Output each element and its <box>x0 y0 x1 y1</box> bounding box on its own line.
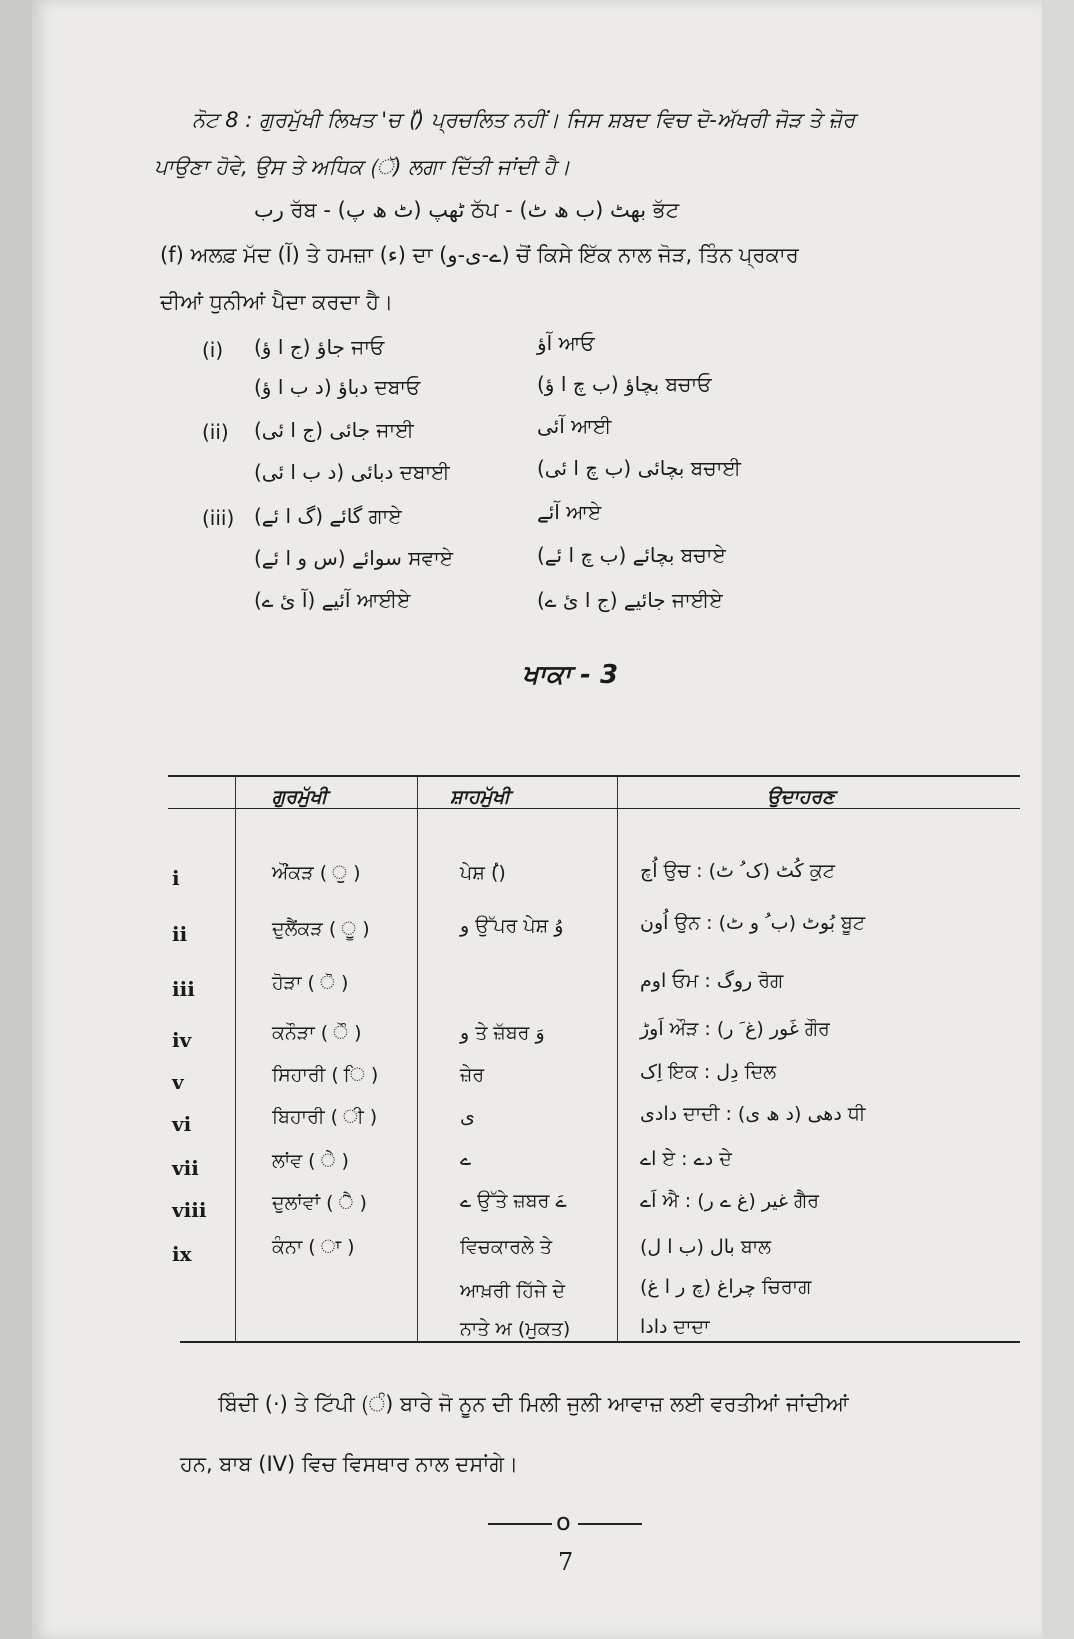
cell-shahmukhi: ے ਉੱਤੇ ਜ਼ਬਰ ےَ <box>460 1190 567 1212</box>
row-numeral: ii <box>172 922 188 946</box>
row-numeral: vi <box>172 1112 192 1136</box>
cell-gurmukhi: ਹੋੜਾ ( ੋ ) <box>272 972 349 994</box>
cell-example: اُچ ਉਚ : کُٹ (ک ُ ٹ) ਕੁਟ <box>640 860 835 882</box>
table-title: ਖਾਕਾ - 3 <box>522 660 619 690</box>
cell-example: دادی ਦਾਦੀ : دھی (د ھ ی) ਧੀ <box>640 1103 866 1125</box>
example-right: آؤ ਆਓ <box>537 331 595 355</box>
footer-rule-right <box>578 1523 642 1525</box>
table-col-divider <box>617 775 618 1341</box>
row-numeral: iv <box>172 1028 192 1052</box>
example-right: بچائے (ب چ ا ئے) ਬਚਾਏ <box>537 543 726 567</box>
cell-gurmukhi: ਕਨੌੜਾ ( ੌ ) <box>272 1022 362 1044</box>
cell-gurmukhi: ਦੁਲਾਂਵਾਂ ( ੈ ) <box>272 1192 367 1214</box>
cell-gurmukhi: ਬਿਹਾਰੀ ( ੀ ) <box>272 1106 378 1128</box>
cell-example: بال (ب ا ل) ਬਾਲ <box>640 1236 771 1258</box>
table-col-divider <box>417 775 418 1341</box>
example-num: (ii) <box>202 420 229 444</box>
cell-shahmukhi: ی <box>460 1106 475 1128</box>
cell-gurmukhi: ਦੁਲੈਂਕੜ ( ੂ ) <box>272 918 370 940</box>
row-numeral: v <box>172 1070 184 1094</box>
cell-example: اوم ਓਮ : روگ ਰੋਗ <box>640 970 784 992</box>
cell-example: اَے ਐ : غیر (غ ے ر) ਗੈਰ <box>640 1190 820 1212</box>
example-right: آئے ਆਏ <box>537 500 602 524</box>
row-numeral: vii <box>172 1156 199 1180</box>
cell-example: اے ਏ : دے ਦੇ <box>640 1148 732 1170</box>
example-num: (i) <box>202 338 224 362</box>
bottom-note-line2: ਹਨ, ਬਾਬ (IV) ਵਿਚ ਵਿਸਥਾਰ ਨਾਲ ਦਸਾਂਗੇ। <box>180 1452 519 1476</box>
table-header-shahmukhi: ਸ਼ਾਹਮੁੱਖੀ <box>450 786 511 808</box>
example-right: آئی ਆਈ <box>537 414 612 438</box>
cell-gurmukhi: ਕੰਨਾ ( ਾ ) <box>272 1236 355 1258</box>
row-numeral: iii <box>172 977 195 1001</box>
cell-shahmukhi: ਵਿਚਕਾਰਲੇ ਤੇ <box>460 1236 553 1258</box>
row-numeral: i <box>172 866 180 890</box>
bottom-note-line1: ਬਿੰਦੀ (·) ਤੇ ਟਿੱਪੀ (ੰ) ਬਾਰੇ ਜੋ ਨੂਨ ਦੀ ਮਿਲੀ ਜੁਲੀ ਆਵਾਜ਼ ਲਈ ਵਰਤੀਆਂ ਜਾਂਦੀਆਂ <box>218 1392 849 1416</box>
table-top-rule <box>168 775 1020 777</box>
example-left: سوائے (س و ا ئے) ਸਵਾਏ <box>254 546 454 570</box>
table-header-gurmukhi: ਗੁਰਮੁੱਖੀ <box>272 786 328 808</box>
book-page <box>32 0 1042 1639</box>
note8-line2: ਪਾਉਣਾ ਹੋਵੇ, ਉਸ ਤੇ ਅਧਿਕ (ੱ) ਲਗਾ ਦਿੱਤੀ ਜਾਂਦੀ ਹੈ। <box>154 155 571 179</box>
example-num: (iii) <box>202 506 235 530</box>
cell-shahmukhi: ਪੇਸ਼ (ُ) <box>460 862 506 884</box>
cell-shahmukhi: و ਉੱਪਰ ਪੇਸ਼ وُ <box>460 915 564 937</box>
example-right: جائیے (ج ا ئ ے) ਜਾਈਏ <box>537 588 723 612</box>
page-number: 7 <box>558 1548 574 1576</box>
cell-shahmukhi: ے <box>460 1148 472 1170</box>
footer-ornament: o <box>556 1508 571 1536</box>
cell-example: چراغ (چ ر ا غ) ਚਿਰਾਗ <box>640 1276 812 1298</box>
cell-shahmukhi: و ਤੇ ਜ਼ੱਬਰ وَ <box>460 1022 545 1044</box>
cell-example: اَوڑ ਔੜ : غَور (غ َ ر) ਗੌਰ <box>640 1018 830 1040</box>
book-spine-shadow <box>0 0 32 1639</box>
example-right: بچائی (ب چ ا ئی) ਬਚਾਈ <box>537 456 741 480</box>
cell-example: اِک ਇਕ : دِل ਦਿਲ <box>640 1061 777 1083</box>
note8-example: رب ਰੱਬ - ٹھپ (ٹ ھ پ) ਠੱਪ - بھٹ (ب ھ ٹ) ਭੱਟ <box>254 198 680 222</box>
section-f-line1: (f) ਅਲਫ਼ ਮੱਦ (آ) ਤੇ ਹਮਜ਼ਾ (ء) ਦਾ (ے-ی-و) ਚੋਂ ਕਿਸੇ ਇੱਕ ਨਾਲ ਜੋੜ, ਤਿੰਨ ਪ੍ਰਕਾਰ <box>160 243 799 267</box>
example-left: آئیے (آ ئ ے) ਆਈਏ <box>254 588 411 612</box>
cell-shahmukhi: ਨਾਤੇ ਅ (ਮੁਕਤ) <box>460 1318 571 1340</box>
row-numeral: viii <box>172 1198 207 1222</box>
table-col-divider <box>235 775 236 1341</box>
table-header-rule <box>168 808 1020 809</box>
table-header-example: ਉਦਾਹਰਣ <box>767 786 835 808</box>
note8-line1: ਨੋਟ 8 : ਗੁਰਮੁੱਖੀ ਲਿਖਤ 'ਚ (ّ) ਪ੍ਰਚਲਿਤ ਨਹੀਂ। ਜਿਸ ਸ਼ਬਦ ਵਿਚ ਦੋ-ਅੱਖਰੀ ਜੋੜ ਤੇ ਜ਼ੋਰ <box>192 108 856 132</box>
example-left: جاؤ (ج ا ؤ) ਜਾਓ <box>254 335 385 359</box>
example-left: دبائی (د ب ا ئی) ਦਬਾਈ <box>254 460 450 484</box>
example-left: دباؤ (د ب ا ؤ) ਦਬਾਓ <box>254 375 421 399</box>
footer-rule-left <box>488 1523 552 1525</box>
cell-shahmukhi: ਜ਼ੇਰ <box>460 1064 485 1086</box>
cell-gurmukhi: ਔਂਕੜ ( ੁ ) <box>272 862 361 884</box>
example-left: گائے (گ ا ئے) ਗਾਏ <box>254 504 402 528</box>
cell-shahmukhi: ਆਖ਼ਰੀ ਹਿੱਜੇ ਦੇ <box>460 1280 566 1302</box>
cell-example: اُون ਉਨ : بُوٹ (ب ُ و ٹ) ਬੂਟ <box>640 912 866 934</box>
section-f-line2: ਦੀਆਂ ਧੁਨੀਆਂ ਪੈਦਾ ਕਰਦਾ ਹੈ। <box>160 290 394 314</box>
table-bottom-rule <box>180 1341 1020 1343</box>
cell-gurmukhi: ਲਾਂਵ ( ੇ ) <box>272 1150 349 1172</box>
cell-gurmukhi: ਸਿਹਾਰੀ ( ਿ ) <box>272 1064 379 1086</box>
example-right: بچاؤ (ب چ ا ؤ) ਬਚਾਓ <box>537 372 712 396</box>
row-numeral: ix <box>172 1242 192 1266</box>
example-left: جائی (ج ا ئی) ਜਾਈ <box>254 418 414 442</box>
cell-example: دادا ਦਾਦਾ <box>640 1316 710 1338</box>
